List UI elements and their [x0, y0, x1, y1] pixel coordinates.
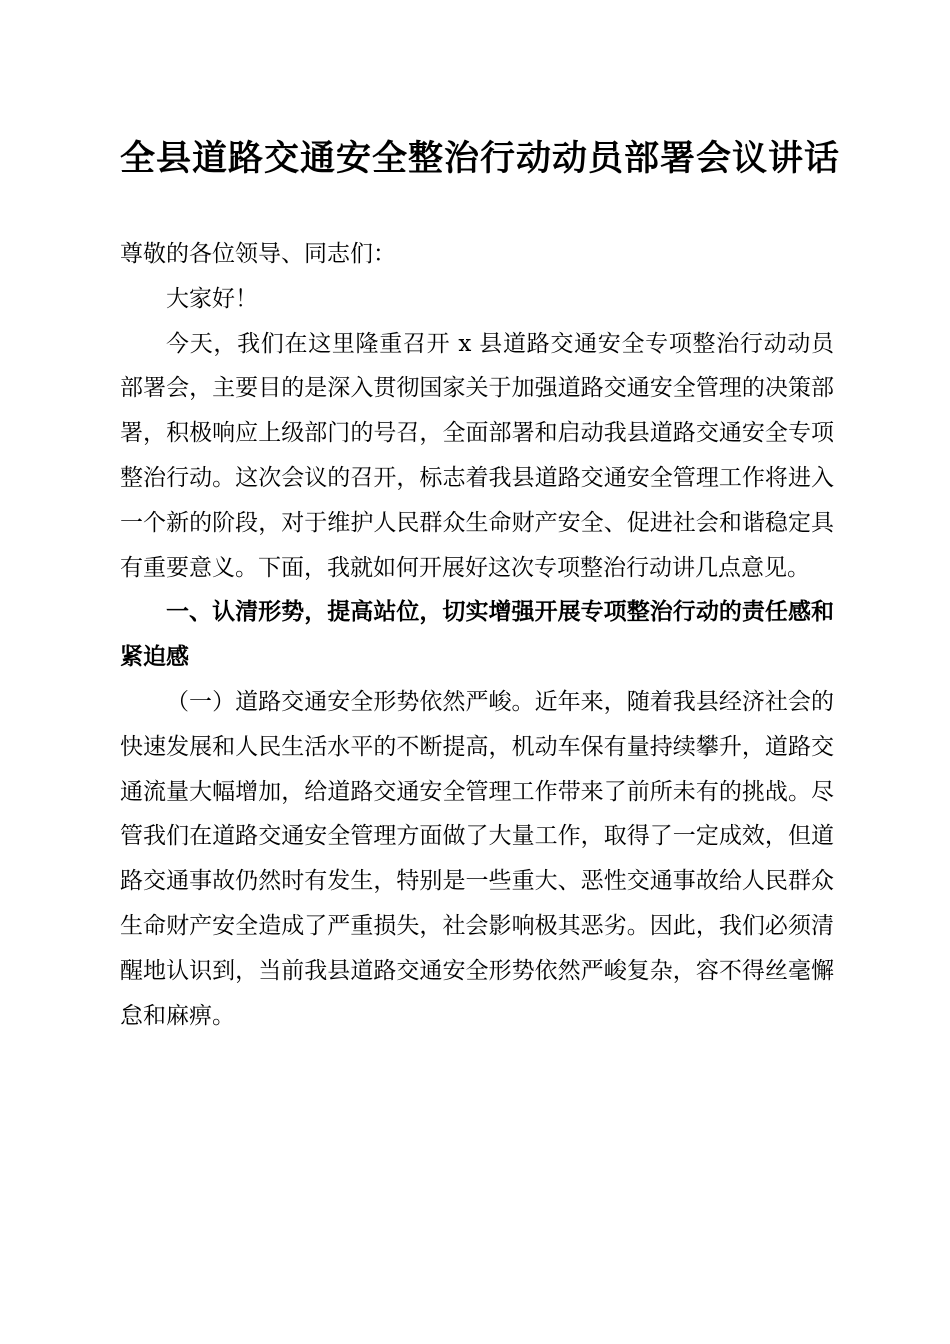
greeting: 大家好！ — [166, 285, 258, 312]
intro-paragraph: 今天，我们在这里隆重召开 x 县道路交通安全专项整治行动动员部署会，主要目的是深入贯彻国家关于加强道路交通安全管理的决策部署，积极响应上级部门的号召，全面部署和启动我县道路交通安全专项整治行动。这次会议的召开，标志着我县道路交通安全管理工作将进入一个新的阶段，对于维护人民群众生命财产安全、促进社会和谐稳定具有重要意义。下面，我就如何开展好这次专项整治行动讲几点意见。 — [120, 330, 834, 581]
document-body — [120, 232, 834, 1038]
section-1-1-paragraph: （一）道路交通安全形势依然严峻。近年来，随着我县经济社会的快速发展和人民生活水平的不断提高，机动车保有量持续攀升，道路交通流量大幅增加，给道路交通安全管理工作带来了前所未有的挑战。尽管我们在道路交通安全管理方面做了大量工作，取得了一定成效，但道路交通事故仍然时有发生，特别是一些重大、恶性交通事故给人民群众生命财产安全造成了严重损失，社会影响极其恶劣。因此，我们必须清醒地认识到，当前我县道路交通安全形势依然严峻复杂，容不得丝毫懈怠和麻痹。 — [120, 688, 834, 1029]
salutation: 尊敬的各位领导、同志们： — [120, 241, 396, 267]
section-1-heading: 一、认清形势，提高站位，切实增强开展专项整治行动的责任感和紧迫感 — [120, 599, 834, 671]
document-page — [120, 0, 841, 1344]
document-title: 全县道路交通安全整治行动动员部署会议讲话 — [120, 138, 841, 179]
